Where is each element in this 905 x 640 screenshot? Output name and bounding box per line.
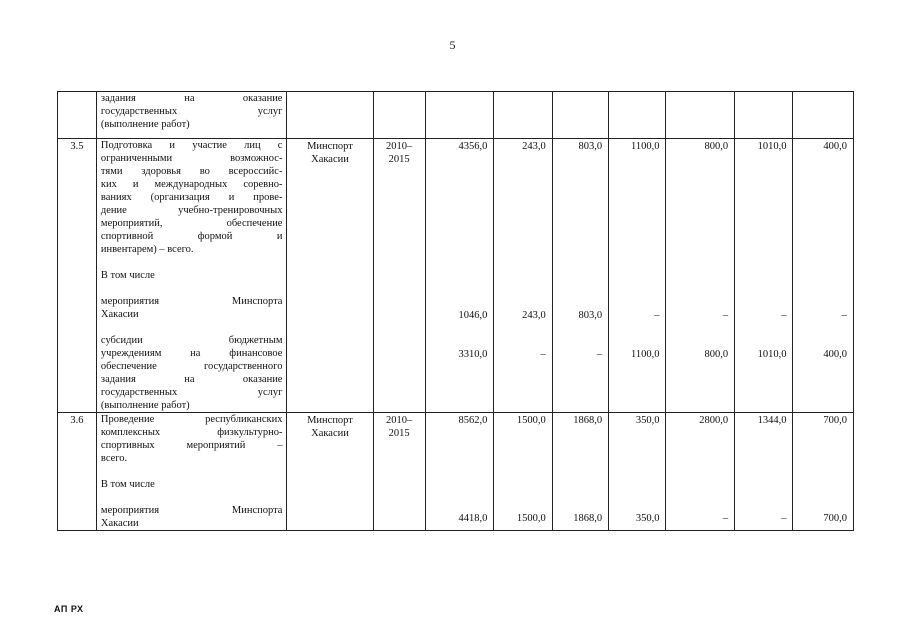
cell-2010 xyxy=(494,413,552,531)
value-sub1: 350,0 xyxy=(635,513,660,524)
value-sub2: – xyxy=(596,349,603,360)
desc-line: (выполнение работ) xyxy=(100,119,190,130)
cell-description xyxy=(96,413,287,531)
desc-line: (выполнение работ) xyxy=(100,400,190,411)
value-sub2: – xyxy=(540,349,546,360)
value-total: 2800,0 xyxy=(699,415,729,426)
desc-line: Хакасии xyxy=(100,518,139,529)
cell-executor: Минспорт Хакасии xyxy=(287,413,373,531)
cell-no: 3.6 xyxy=(58,413,97,531)
cell-2010 xyxy=(494,139,552,413)
cell-2011 xyxy=(552,413,608,531)
desc-line: мероприятий, обеспечение xyxy=(100,218,283,229)
value-sub1: – xyxy=(781,310,787,321)
value-sub1: – xyxy=(841,310,847,321)
desc-line: Подготовка и участие лиц с xyxy=(100,140,283,151)
desc-line: инвентарем) – всего. xyxy=(100,244,194,255)
value-total: 800,0 xyxy=(704,141,729,152)
cell-2015 xyxy=(793,413,854,531)
value-sub1: – xyxy=(781,513,787,524)
value-total: 803,0 xyxy=(578,141,603,152)
including-label: В том числе xyxy=(100,270,155,281)
cell-2011 xyxy=(552,92,608,139)
value-total: 700,0 xyxy=(823,415,847,426)
value-sub2: 1100,0 xyxy=(630,349,660,360)
cell-description xyxy=(96,139,287,413)
cell-2014 xyxy=(735,92,793,139)
desc-line: тями здоровья во всероссийс- xyxy=(100,166,283,177)
cell-2012 xyxy=(609,413,666,531)
value-sub1: – xyxy=(654,310,660,321)
page-number: 5 xyxy=(449,38,456,52)
desc-line: обеспечение государственного xyxy=(100,361,283,372)
desc-line: учреждениям на финансовое xyxy=(100,348,283,359)
value-sub1: 4418,0 xyxy=(458,513,488,524)
value-sub1: – xyxy=(722,513,729,524)
cell-2011 xyxy=(552,139,608,413)
value-sub2: 3310,0 xyxy=(458,349,488,360)
desc-line: задания на оказание xyxy=(100,93,283,104)
desc-line: Проведение республиканских xyxy=(100,414,283,425)
value-total: 1010,0 xyxy=(757,141,787,152)
including-label: В том числе xyxy=(100,479,155,490)
value-sub1: 1046,0 xyxy=(458,310,488,321)
value-sub1: 1868,0 xyxy=(573,513,603,524)
desc-line: спортивных мероприятий – xyxy=(100,440,283,451)
desc-line: мероприятия Минспорта xyxy=(100,505,283,516)
cell-description xyxy=(96,92,287,139)
table-row-3-5 xyxy=(58,139,854,413)
footer-mark: АП РХ xyxy=(54,604,84,614)
desc-line: дение учебно-тренировочных xyxy=(100,205,283,216)
cell-2014 xyxy=(735,413,793,531)
desc-line: Хакасии xyxy=(100,309,139,320)
cell-no: 3.5 xyxy=(58,139,97,413)
value-sub1: 243,0 xyxy=(522,310,546,321)
cell-period: 2010–2015 xyxy=(373,413,425,531)
cell-executor: Минспорт Хакасии xyxy=(287,139,373,413)
value-sub2: 400,0 xyxy=(823,349,847,360)
value-sub1: 700,0 xyxy=(823,513,847,524)
cell-no xyxy=(58,92,97,139)
cell-2010 xyxy=(494,92,552,139)
desc-line: ваниях (организация и прове- xyxy=(100,192,283,203)
desc-line: комплексных физкультурно- xyxy=(100,427,283,438)
value-sub2: 800,0 xyxy=(704,349,729,360)
desc-line: мероприятия Минспорта xyxy=(100,296,283,307)
desc-line: государственных услуг xyxy=(100,387,283,398)
cell-2012 xyxy=(609,92,666,139)
desc-line: ограниченными возможнос- xyxy=(100,153,283,164)
cell-total xyxy=(425,139,494,413)
desc-line: всего. xyxy=(100,453,128,464)
cell-2013 xyxy=(666,413,735,531)
value-sub1: 803,0 xyxy=(578,310,603,321)
table-row-continuation xyxy=(58,92,854,139)
value-total: 1500,0 xyxy=(516,415,546,426)
cell-2013 xyxy=(666,92,735,139)
budget-table xyxy=(57,91,854,531)
value-total: 1868,0 xyxy=(573,415,603,426)
cell-period: 2010–2015 xyxy=(373,139,425,413)
cell-2014 xyxy=(735,139,793,413)
cell-executor xyxy=(287,92,373,139)
desc-line: спортивной формой и xyxy=(100,231,283,242)
desc-line: субсидии бюджетным xyxy=(100,335,283,346)
value-total: 350,0 xyxy=(635,415,660,426)
value-sub2: 1010,0 xyxy=(757,349,787,360)
desc-line: государственных услуг xyxy=(100,106,283,117)
cell-total xyxy=(425,413,494,531)
cell-period xyxy=(373,92,425,139)
value-sub1: 1500,0 xyxy=(516,513,546,524)
value-sub1: – xyxy=(722,310,729,321)
value-total: 1344,0 xyxy=(757,415,787,426)
cell-2015 xyxy=(793,92,854,139)
desc-line: ких и международных соревно- xyxy=(100,179,283,190)
cell-total xyxy=(425,92,494,139)
value-total: 243,0 xyxy=(522,141,546,152)
cell-2013 xyxy=(666,139,735,413)
value-total: 4356,0 xyxy=(458,141,488,152)
value-total: 1100,0 xyxy=(630,141,660,152)
value-total: 8562,0 xyxy=(458,415,488,426)
table-row-3-6 xyxy=(58,413,854,531)
value-total: 400,0 xyxy=(823,141,847,152)
desc-line: задания на оказание xyxy=(100,374,283,385)
cell-2015 xyxy=(793,139,854,413)
cell-2012 xyxy=(609,139,666,413)
